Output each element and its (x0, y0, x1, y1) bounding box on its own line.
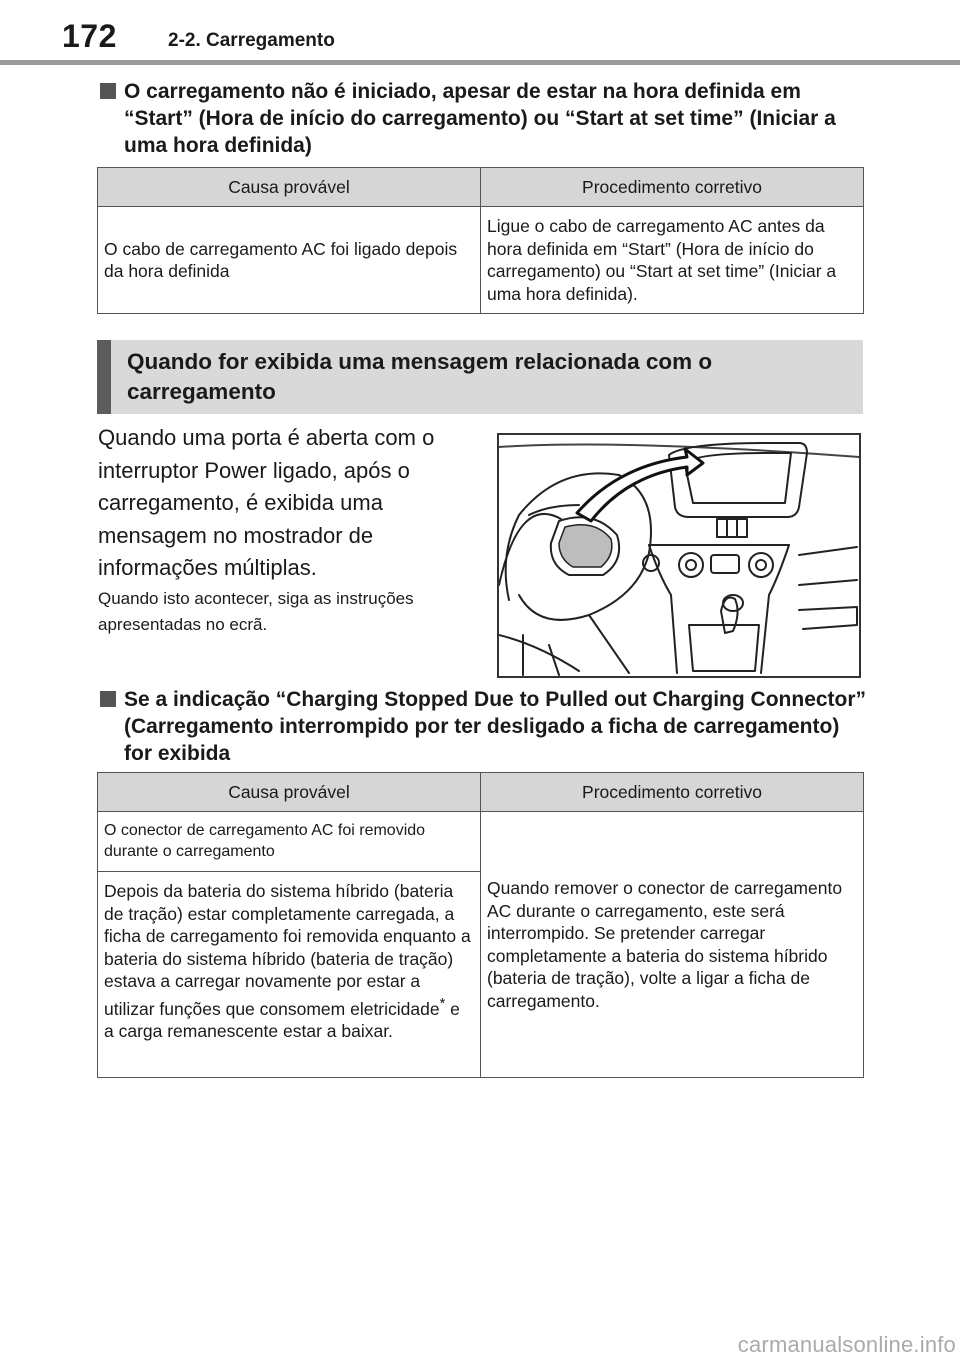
arrow-icon (577, 449, 703, 521)
footnote-mark: * (439, 995, 446, 1012)
header-rule (0, 60, 960, 65)
subheading-charging-stopped (100, 686, 870, 767)
section-title: Quando for exibida uma mensagem relacionada com o carregamento (127, 349, 713, 404)
column-header-procedure: Procedimento corretivo (481, 168, 864, 207)
table-charging-stopped (97, 772, 864, 1078)
watermark: carmanualsonline.info (737, 1332, 956, 1357)
page-number: 172 (62, 18, 117, 54)
section-title-bar (97, 340, 863, 414)
subheading-not-started (100, 78, 870, 159)
column-header-cause: Causa provável (98, 168, 481, 207)
subheading-text: O carregamento não é iniciado, apesar de estar na hora definida em “Start” (Hora de início do carregamento) ou “Start at set time” (Iniciar a uma hora definida) (124, 80, 836, 157)
dashboard-illustration (497, 433, 861, 678)
table-cell-cause: O cabo de carregamento AC foi ligado depois da hora definida (98, 207, 481, 314)
intro-note: Quando isto acontecer, siga as instruções apresentadas no ecrã. (98, 589, 414, 634)
bullet-square-icon (100, 691, 116, 707)
cause-text: Depois da bateria do sistema híbrido (bateria de tração) estar completamente carregada, a ficha de carregamento foi removida enquanto a bateria do sistema híbrido (bateria de tração) estava a carregar novamente por estar a utilizar funções que consomem eletricidade (104, 881, 471, 1019)
column-header-cause: Causa provável (98, 773, 481, 812)
intro-paragraph: Quando uma porta é aberta com o interruptor Power ligado, após o carregamento, é exibida uma mensagem no mostrador de informações múltiplas. (98, 425, 435, 580)
table-cell-procedure: Ligue o cabo de carregamento AC antes da hora definida em “Start” (Hora de início do carregamento) ou “Start at set time” (Iniciar a uma hora definida). (481, 207, 864, 314)
table-not-started (97, 167, 864, 314)
column-header-procedure: Procedimento corretivo (481, 773, 864, 812)
page-header (0, 0, 960, 60)
table-cell-cause: O conector de carregamento AC foi removido durante o carregamento (98, 812, 481, 872)
subheading-text: Se a indicação “Charging Stopped Due to Pulled out Charging Connector” (Carregamento interrompido por ter desligado a ficha de carregamento) for exibida (124, 688, 867, 765)
chapter-title: 2-2. Carregamento (168, 30, 335, 51)
cause-text-end: e a carga remanescente estar a baixar. (104, 998, 460, 1041)
bullet-square-icon (100, 83, 116, 99)
table-cell-procedure: Quando remover o conector de carregamento AC durante o carregamento, este será interrompido. Se pretender carregar completamente a bateria do sistema híbrido (bateria de tração), volte a ligar a ficha de carregamento. (481, 812, 864, 1078)
dashboard-illustration-icon (499, 435, 859, 676)
table-cell-cause (98, 872, 481, 1078)
